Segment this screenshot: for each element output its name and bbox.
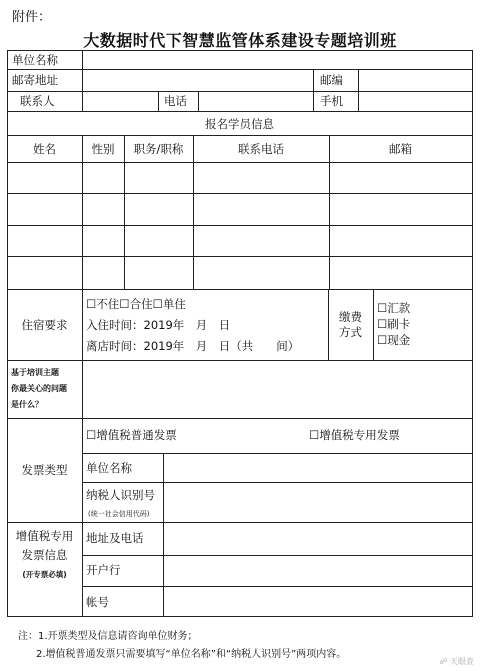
invoice-type-label: 发票类型 <box>21 463 68 477</box>
invoice-special-option: ☐增值税专用发票 <box>309 428 400 442</box>
address-phone-label: 地址及电话 <box>86 531 144 545</box>
invoice-normal-option: ☐增值税普通发票 <box>86 428 177 442</box>
topic-line-1: 基于培训主题 <box>11 368 59 377</box>
invoice-info-label-3: (开专票必填) <box>22 570 67 579</box>
payment-label-2: 方式 <box>339 325 362 339</box>
col-gender: 性别 <box>91 142 115 156</box>
col-phone: 联系电话 <box>238 142 284 156</box>
tax-id-label: 纳税人识别号 <box>86 488 155 502</box>
checkin-time: 入住时间：2019年 月 日 <box>86 318 231 332</box>
pay-option-transfer: ☐汇款 <box>377 301 411 315</box>
attachment-label: 附件： <box>12 10 52 25</box>
bank-label: 开户行 <box>86 563 121 577</box>
col-title: 职务/职称 <box>133 142 184 156</box>
unit-name-label: 单位名称 <box>12 53 58 67</box>
note-line-1: 注：1.开票类型及信息请咨询单位财务； <box>18 631 198 642</box>
address-label: 邮寄地址 <box>12 73 58 87</box>
topic-line-2: 你最关心的问题 <box>11 384 67 393</box>
students-section-title: 报名学员信息 <box>205 117 274 131</box>
col-email: 邮箱 <box>389 142 412 156</box>
pay-option-cash: ☐现金 <box>377 333 411 347</box>
invoice-info-label-1: 增值税专用 <box>15 529 74 543</box>
payment-label-1: 缴费 <box>339 310 362 324</box>
pay-option-card: ☐刷卡 <box>377 317 411 331</box>
topic-line-3: 是什么？ <box>11 400 43 409</box>
checkout-time: 离店时间：2019年 月 日（共 间） <box>86 339 300 353</box>
tax-id-note: (统一社会信用代码) <box>88 510 150 518</box>
postcode-label: 邮编 <box>320 73 343 87</box>
mobile-label: 手机 <box>320 94 343 108</box>
invoice-info-label-2: 发票信息 <box>21 548 68 562</box>
contact-label: 联系人 <box>20 94 55 108</box>
account-label: 帐号 <box>86 595 109 609</box>
phone-label: 电话 <box>164 94 187 108</box>
page-title: 大数据时代下智慧监管体系建设专题培训班 <box>83 31 397 50</box>
invoice-unit-name-label: 单位名称 <box>86 461 132 475</box>
lodging-label: 住宿要求 <box>21 318 68 332</box>
col-name: 姓名 <box>33 142 56 156</box>
lodging-options: ☐不住☐合住☐单住 <box>86 297 186 311</box>
note-line-2: 2.增值税普通发票只需要填写“单位名称”和“纳税人识别号”两项内容。 <box>36 649 347 660</box>
watermark-logo: ☍ 天眼查 <box>439 657 474 666</box>
